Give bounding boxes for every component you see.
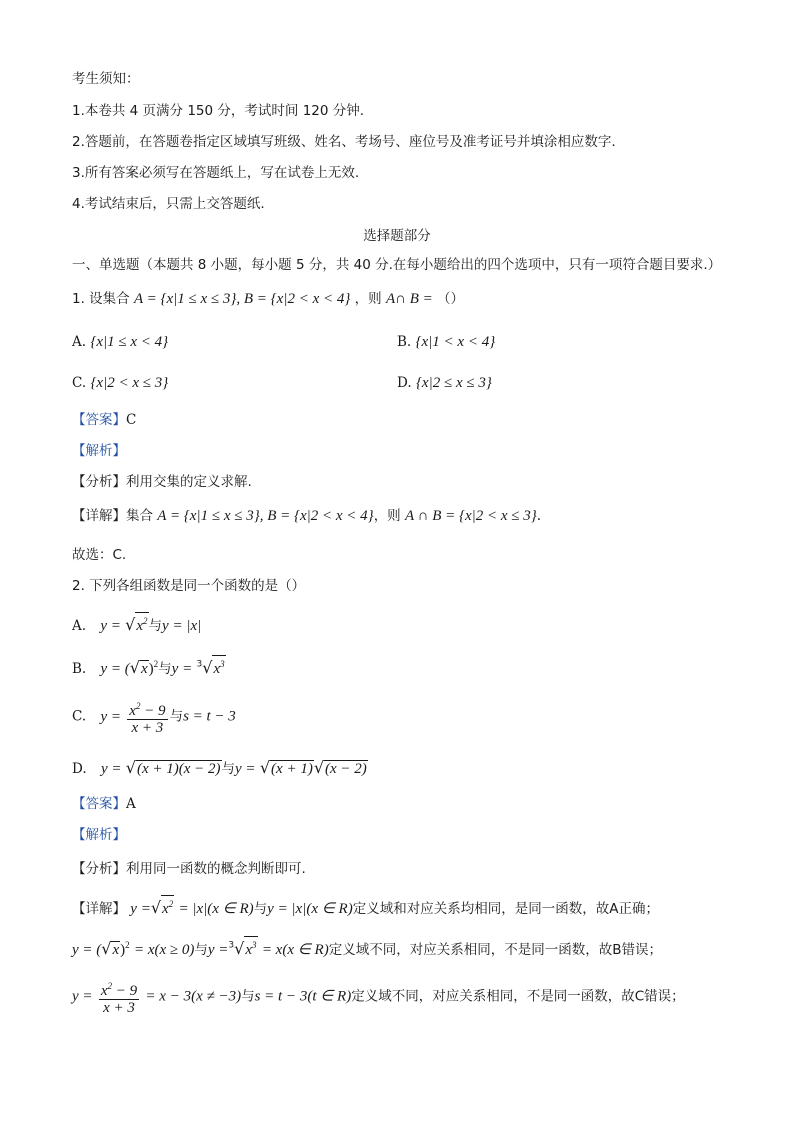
q1-option-d-text: {x|2 ≤ x ≤ 3} [415,375,492,391]
q1-ask-expr: A∩ B = [385,291,433,307]
sqrt-icon: √ [125,758,136,777]
q2-l2-radicand: x [112,942,120,958]
sqrt-icon: √ [125,615,136,634]
q2-option-b [72,655,226,678]
q2-xiangjie-line-1 [72,895,659,918]
q2-d-radicand: (x + 1)(x − 2) [136,761,221,777]
q1-option-c-text: {x|2 < x ≤ 3} [90,375,169,391]
q2-option-b-with: 与 [158,661,172,677]
q1-xiangjie-mid: ，则 [373,508,401,524]
q2-answer [72,795,136,813]
q2-l2-close: )$^2$ [120,940,130,958]
q2-option-d-right: y = [235,761,256,777]
q2-line3-text: 定义域不同，对应关系相同，不是同一函数，故C错误； [351,988,685,1005]
q1-ask-pre: ，则 [354,291,382,307]
q2-option-b-label: B. [72,661,87,677]
q2-option-c-right: s = t − 3 [183,708,236,725]
q1-fenxi-text: 利用交集的定义求解. [126,474,252,490]
q2-option-a [72,612,201,635]
cbrt-icon: $^3$√ [196,658,213,677]
q1-xiangjie [72,507,541,525]
q2-option-d [72,759,368,778]
q2-option-c-label: C. [72,708,87,725]
q2-option-a-left: y = [100,618,121,634]
q1-option-a-text: {x|1 ≤ x < 4} [90,334,169,350]
q2-option-a-right: y = |x| [162,618,202,634]
q2-l2-cbrt-radicand: $x^3$ [244,936,257,958]
q2-answer-value: A [126,796,136,812]
q2-answer-tag: 【答案】 [72,796,126,812]
q2-l2-y: y = ( [72,942,102,958]
q2-l1-radicand: $x^2$ [161,895,174,917]
q2-line2-text: 定义域不同，对应关系相同，不是同一函数，故B错误； [328,942,662,958]
q2-line1-right: y = |x|(x ∈ R) [267,901,353,917]
q1-xiangjie-expr: A = {x|1 ≤ x ≤ 3}, B = {x|2 < x < 4} [157,508,374,524]
sqrt-icon: √ [101,939,112,958]
q2-a-radicand: $x^2$ [135,612,148,634]
q2-option-a-label: A. [72,618,87,634]
q1-option-c-label: C. [72,375,87,391]
q2-option-d-label: D. [72,761,87,777]
q1-option-a [72,333,168,351]
notice-item-1: 1.本卷共 4 页满分 150 分，考试时间 120 分钟. [72,103,365,119]
q2-fenxi-text: 利用同一函数的概念判断即可. [126,861,306,877]
sqrt-icon: √ [313,758,325,777]
q2-option-d-with: 与 [221,761,236,777]
q2-option-c-left: y = [100,708,121,725]
q1-answer-value: C [126,412,137,428]
q1-answer-tag: 【答案】 [72,412,126,428]
q2-fenxi-tag: 【分析】 [72,861,126,877]
q1-xiangjie-end: . [536,508,542,524]
q1-option-b-text: {x|1 < x < 4} [415,334,496,350]
q1-fenxi-tag: 【分析】 [72,474,126,490]
q1-xiangjie-tag: 【详解】 [72,508,126,524]
q1-set-def: A = {x|1 ≤ x ≤ 3}, B = {x|2 < x < 4} [133,291,351,307]
q2-xiangjie-line-2 [72,936,662,959]
q2-line3-with: 与 [241,988,255,1005]
q2-l2-y2: y = [207,942,229,958]
q2-option-b-left: y = ( [100,661,130,677]
q2-stem: 2. 下列各组函数是同一个函数的是（） [72,578,306,594]
notice-item-3: 3.所有答案必须写在答题纸上，写在试卷上无效. [72,165,360,181]
q1-stem [72,290,464,308]
q2-line2-with: 与 [194,942,208,958]
q2-analysis-tag: 【解析】 [72,827,126,843]
notice-item-4: 4.考试结束后，只需上交答题纸. [72,196,265,212]
sqrt-icon: √ [129,658,140,677]
q1-option-a-label: A. [72,334,87,350]
q2-d-radicand-2: (x − 2) [325,761,367,777]
cbrt-icon: $^3$√ [228,939,245,958]
q2-line1-text: 定义域和对应关系均相同，是同一函数，故A正确； [352,901,659,917]
q2-line3-expr: = x − 3(x ≠ −3) [145,988,242,1005]
q2-option-c-with: 与 [169,708,184,725]
q1-prefix: 1. 设集合 [72,291,130,307]
q2-line1-with: 与 [253,901,268,917]
q2-c-fraction: $\frac{x^2 - 9}{x + 3}$ [127,698,167,736]
q1-option-d [397,374,492,392]
q1-fenxi [72,473,252,491]
q1-xiangjie-result: A ∩ B = {x|2 < x ≤ 3} [404,508,537,524]
q1-option-c [72,374,168,392]
q2-xiangjie-tag: 【详解】 [72,901,126,917]
q2-option-b-right: y = [171,661,193,677]
q2-b-radicand: x [141,661,148,677]
q1-option-d-label: D. [397,375,412,391]
q2-line3-right: s = t − 3(t ∈ R) [254,988,352,1005]
q2-fenxi [72,860,306,878]
q1-answer [72,411,136,429]
q2-line2-expr: = x(x ≥ 0) [133,942,195,958]
q1-option-b [397,333,495,351]
q2-line2-right: = x(x ∈ R) [261,942,329,958]
q1-xiangjie-pre: 集合 [126,508,153,524]
q2-option-a-with: 与 [148,618,163,634]
q2-l3-y: y = [72,988,93,1005]
q2-l3-fraction: $\frac{x^2 - 9}{x + 3}$ [99,978,139,1016]
sqrt-icon: √ [150,898,162,917]
q2-d-radicand-1: (x + 1) [271,761,313,777]
notice-title: 考生须知： [72,71,140,87]
q1-analysis [72,442,126,460]
q2-b-cbrt-radicand: $x^3$ [212,655,225,677]
q1-ask-suffix: （） [437,291,465,307]
q1-analysis-tag: 【解析】 [72,443,126,459]
q1-conclusion: 故选：C. [72,547,127,563]
q2-option-c [72,698,236,736]
sqrt-icon: √ [259,758,271,777]
q2-l1-y: y = [130,901,151,917]
q2-b-close: )$^2$ [148,659,159,677]
q2-option-d-left: y = [100,761,122,777]
part1-header: 一、单选题（本题共 8 小题，每小题 5 分，共 40 分.在每小题给出的四个选项中，只有一项符合题目要求.） [72,257,722,273]
q2-xiangjie-line-3 [72,978,685,1016]
notice-item-2: 2.答题前，在答题卷指定区域填写班级、姓名、考场号、座位号及准考证号并填涂相应数字. [72,134,616,150]
q2-line1-expr: = |x|(x ∈ R) [178,901,254,917]
section-title: 选择题部分 [363,228,431,244]
q1-option-b-label: B. [397,334,412,350]
q2-analysis [72,826,126,844]
